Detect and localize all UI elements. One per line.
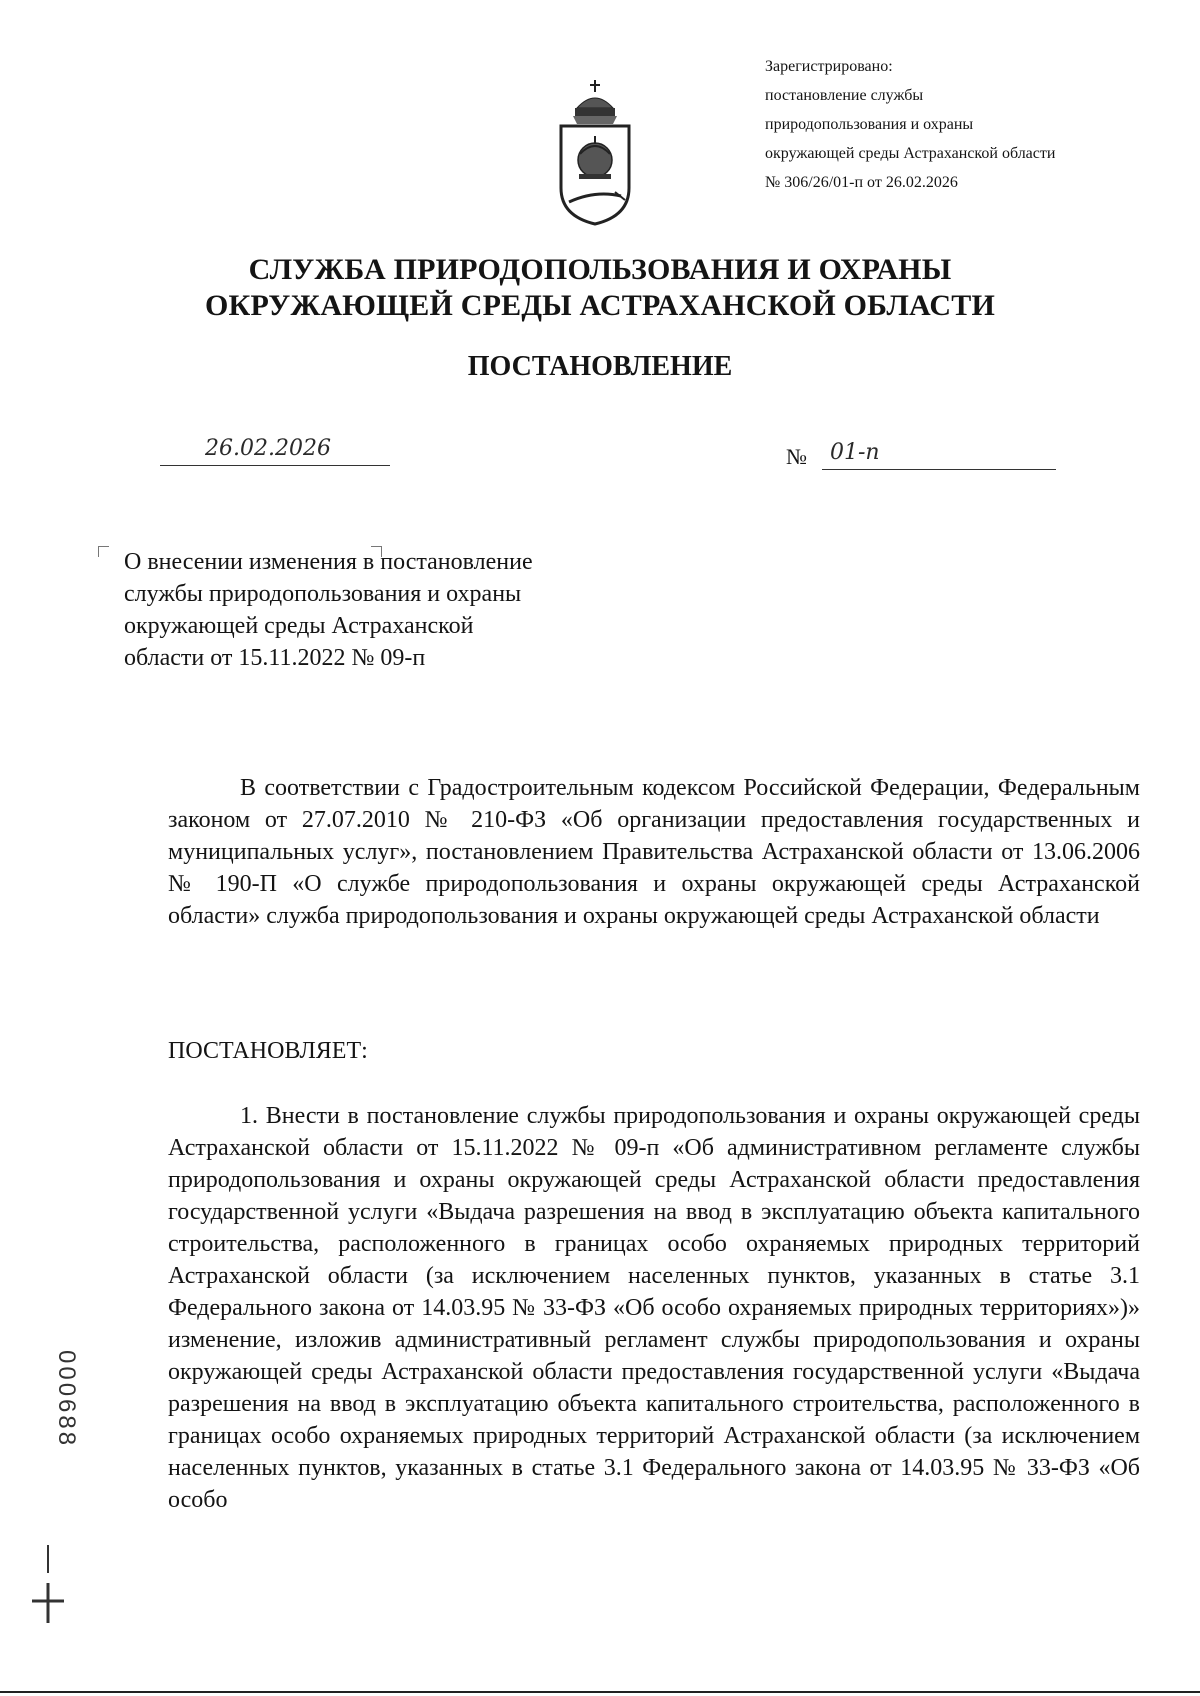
- preamble-block: [168, 772, 1140, 932]
- subject-block: [124, 546, 644, 674]
- number-sign: №: [786, 444, 807, 469]
- registration-note: [765, 52, 1165, 197]
- registration-line: постановление службы: [765, 87, 924, 104]
- subject-line: окружающей среды Астраханской: [124, 613, 474, 639]
- date-field: [160, 425, 390, 466]
- number-block: [786, 430, 1056, 470]
- preamble-paragraph: В соответствии с Градостроительным кодексом Российской Федерации, Федеральным законом от 27.07.2010 № 210-ФЗ «Об организации предоставления государственных и муниципальных услуг», постановлением Правительства Астраханской области от 13.06.2006 № 190-П «О службе природопользования и охраны окружающей среды Астраханской области» служба природопользования и охраны окружающей среды Астраханской области: [168, 775, 1140, 929]
- corner-mark-left: [98, 546, 109, 557]
- decree-heading: ПОСТАНОВЛЯЕТ:: [168, 1038, 368, 1064]
- subject-line: О внесении изменения в постановление: [124, 549, 533, 575]
- document-type: ПОСТАНОВЛЕНИЕ: [467, 351, 733, 382]
- subject-line: области от 15.11.2022 № 09-п: [124, 645, 426, 671]
- registration-line: Зарегистрировано:: [765, 58, 893, 75]
- handwritten-number: 01-п: [830, 440, 880, 465]
- handwritten-date: 26.02.2026: [205, 436, 331, 461]
- organization-title: [150, 252, 1050, 324]
- registration-line: природопользования и охраны: [765, 116, 974, 133]
- registration-line: № 306/26/01-п от 26.02.2026: [765, 174, 958, 191]
- organization-title-line2: ОКРУЖАЮЩЕЙ СРЕДЫ АСТРАХАНСКОЙ ОБЛАСТИ: [204, 289, 996, 322]
- number-field: [822, 433, 1056, 470]
- bottom-edge-line: [0, 1691, 1200, 1693]
- registration-line: окружающей среды Астраханской области: [765, 145, 1056, 162]
- clause-block: [168, 1100, 1140, 1516]
- astrakhan-coat-of-arms-icon: [555, 78, 635, 228]
- organization-title-line1: СЛУЖБА ПРИРОДОПОЛЬЗОВАНИЯ И ОХРАНЫ: [248, 253, 952, 286]
- subject-line: службы природопользования и охраны: [124, 581, 522, 607]
- clause-1-paragraph: 1. Внести в постановление службы природопользования и охраны окружающей среды Астраханской области от 15.11.2022 № 09-п «Об административном регламенте службы природопользования и охраны окружающей среды Астраханской области предоставления государственной услуги «Выдача разрешения на ввод в эксплуатацию объекта капитального строительства, расположенного в границах особо охраняемых природных территорий Астраханской области (за исключением населенных пунктов, указанных в статье 3.1 Федерального закона от 14.03.95 № 33-ФЗ «Об особо охраняемых природных территориях»)» изменение, изложив административный регламент службы природопользования и охраны окружающей среды Астраханской области предоставления государственной услуги «Выдача разрешения на ввод в эксплуатацию объекта капитального строительства, расположенного в границах особо охраняемых природных территорий Астраханской области (за исключением населенных пунктов, указанных в статье 3.1 Федерального закона от 14.03.95 № 33-ФЗ «Об особо: [168, 1103, 1140, 1513]
- margin-serial-number: 000688: [53, 1350, 80, 1449]
- margin-plus-mark-icon: [28, 1545, 68, 1625]
